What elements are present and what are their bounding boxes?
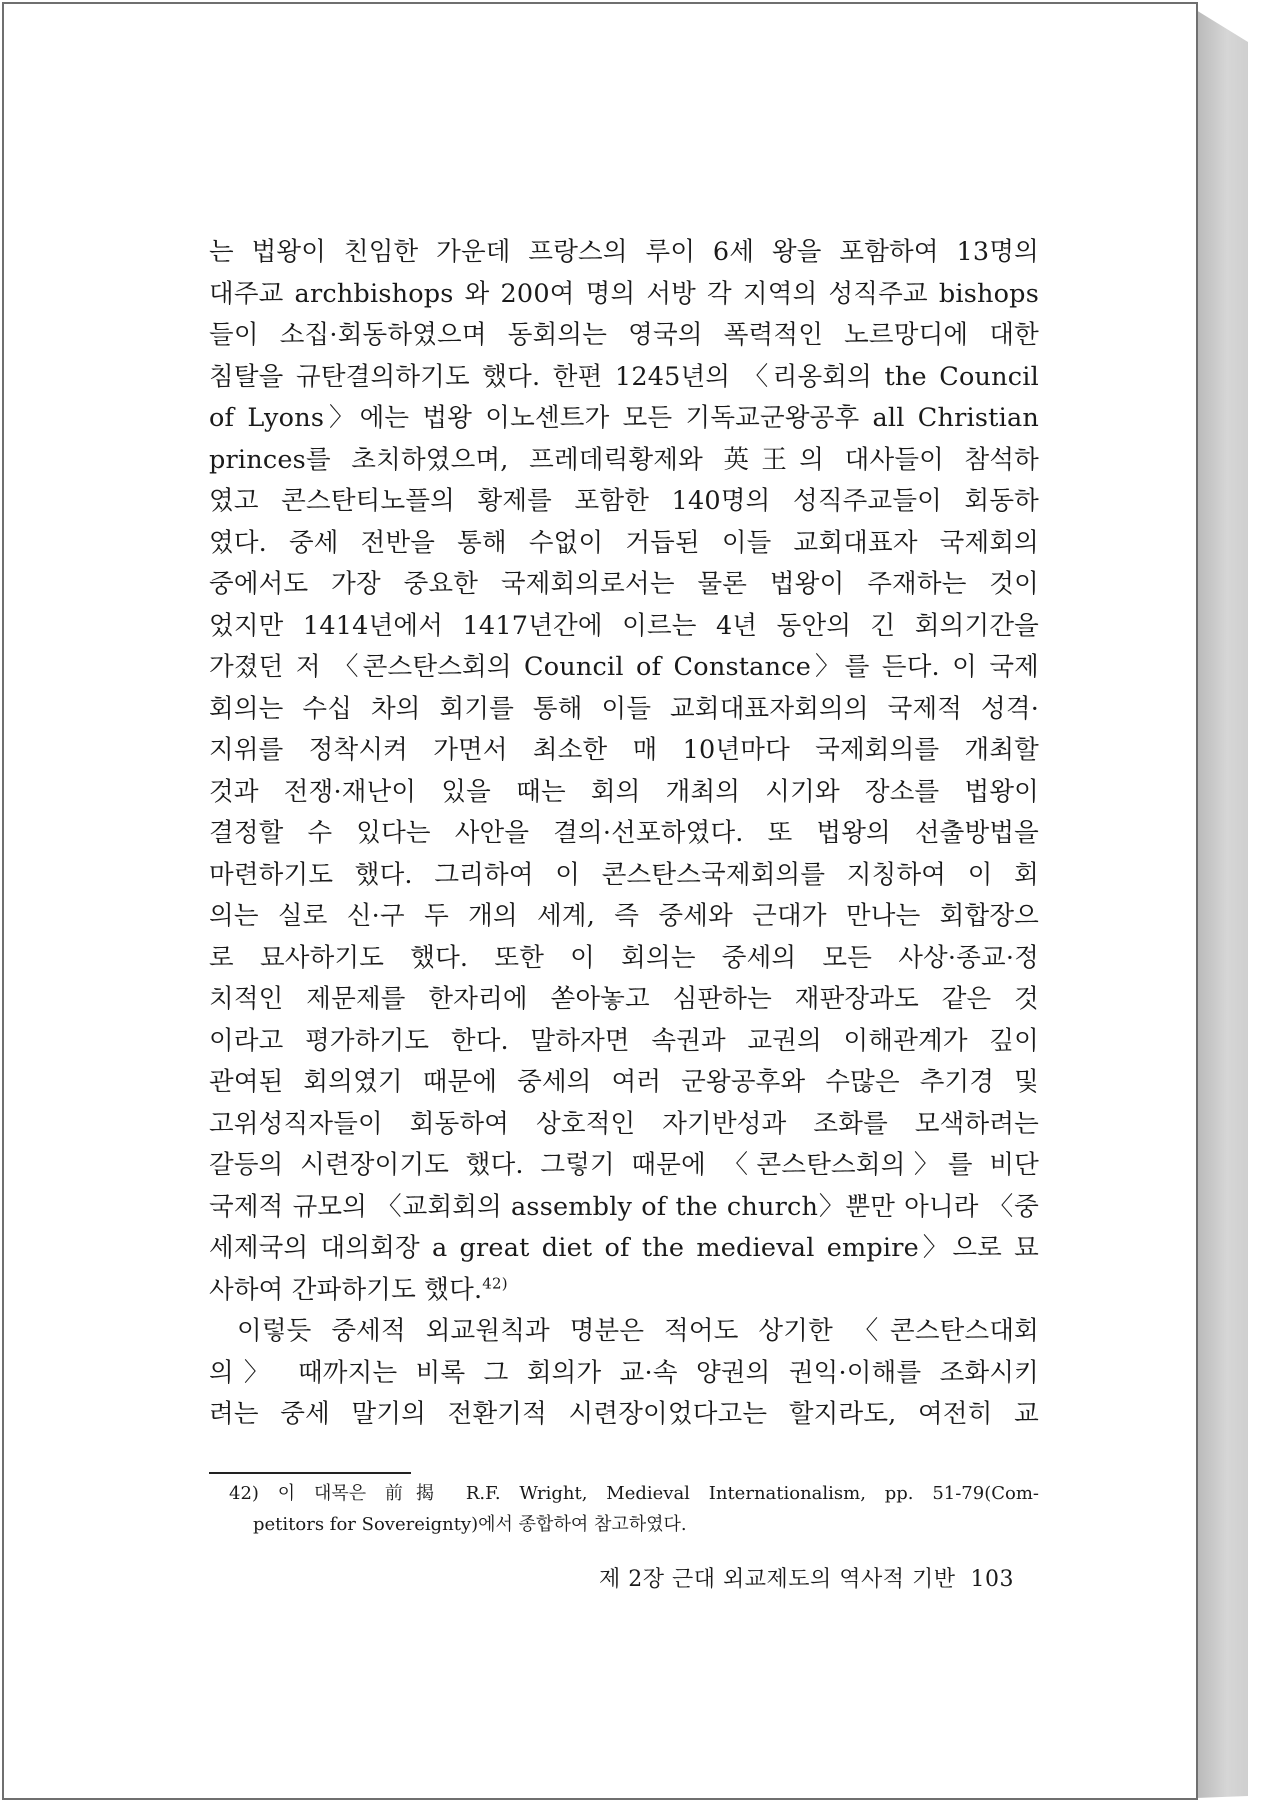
text-line: 침탈을 규탄결의하기도 했다. 한편 1245년의 〈리옹회의 the Council xyxy=(209,361,1039,392)
text-line-last xyxy=(209,1270,1039,1312)
text-line: 였다. 중세 전반을 통해 수없이 거듭된 이들 교회대표자 국제회의 xyxy=(209,527,1039,558)
text-line: 고위성직자들이 회동하여 상호적인 자기반성과 조화를 모색하려는 xyxy=(209,1108,1039,1139)
text-line: 이라고 평가하기도 한다. 말하자면 속권과 교권의 이해관계가 깊이 xyxy=(209,1025,1039,1056)
text-line: 의는 실로 신·구 두 개의 세계, 즉 중세와 근대가 만나는 회합장으 xyxy=(209,901,1039,931)
text-line: 대주교 archbishops 와 200여 명의 서방 각 지역의 성직주교 bishops xyxy=(209,278,1039,309)
text-line: princes를 초치하였으며, 프레데릭황제와 英王의 대사들이 참석하 xyxy=(209,444,1039,475)
text-line: 갈등의 시련장이기도 했다. 그렇기 때문에 〈콘스탄스회의〉를 비단 xyxy=(209,1150,1039,1180)
footnote-divider xyxy=(209,1472,411,1474)
text-line: 결정할 수 있다는 사안을 결의·선포하였다. 또 법왕의 선출방법을 xyxy=(209,818,1039,848)
text-line: 국제적 규모의 〈교회회의 assembly of the church〉뿐만 아니라 〈중 xyxy=(209,1191,1039,1222)
paragraph-1 xyxy=(209,232,1039,1311)
text-line: 것과 전쟁·재난이 있을 때는 회의 개최의 시기와 장소를 법왕이 xyxy=(209,776,1039,807)
text-line: 이렇듯 중세적 외교원칙과 명분은 적어도 상기한 〈콘스탄스대회 xyxy=(237,1316,1039,1346)
text-line: 관여된 회의였기 때문에 중세의 여러 군왕공후와 수많은 추기경 및 xyxy=(209,1067,1039,1097)
footnote-number: 42) xyxy=(229,1483,259,1504)
chapter-title: 제 2장 근대 외교제도의 역사적 기반 xyxy=(599,1567,956,1592)
text-line-content: 사하여 간파하기도 했다. xyxy=(209,1274,483,1305)
text-line: 의〉 때까지는 비록 그 회의가 교·속 양권의 권익·이해를 조화시키 xyxy=(209,1357,1039,1388)
footnotes xyxy=(229,1478,1039,1540)
footnote-reference[interactable]: 42) xyxy=(482,1274,508,1292)
page-number: 103 xyxy=(970,1567,1014,1592)
document-page xyxy=(2,2,1198,1800)
text-line: 회의는 수십 차의 회기를 통해 이들 교회대표자회의의 국제적 성격· xyxy=(209,693,1039,724)
text-line: 는 법왕이 친임한 가운데 프랑스의 루이 6세 왕을 포함하여 13명의 xyxy=(209,237,1039,267)
text-line: 었지만 1414년에서 1417년간에 이르는 4년 동안의 긴 회의기간을 xyxy=(209,610,1039,641)
text-line: 세제국의 대의회장 a great diet of the medieval empire〉으로 묘 xyxy=(209,1233,1039,1263)
text-line: 들이 소집·회동하였으며 동회의는 영국의 폭력적인 노르망디에 대한 xyxy=(209,320,1039,350)
book-page-edge xyxy=(1196,8,1248,1798)
running-footer xyxy=(544,1565,1014,1595)
text-line: 마련하기도 했다. 그리하여 이 콘스탄스국제회의를 지칭하여 이 회 xyxy=(209,859,1039,890)
footnote-continuation: petitors for Sovereignty)에서 종합하여 참고하였다. xyxy=(253,1514,687,1535)
text-line: 지위를 정착시켜 가면서 최소한 매 10년마다 국제회의를 개최할 xyxy=(209,735,1039,765)
main-text xyxy=(209,232,1039,1436)
text-line: 치적인 제문제를 한자리에 쏟아놓고 심판하는 재판장과도 같은 것 xyxy=(209,984,1039,1014)
text-line: 중에서도 가장 중요한 국제회의로서는 물론 법왕이 주재하는 것이 xyxy=(209,569,1039,599)
paragraph-2 xyxy=(209,1311,1039,1436)
text-line: 로 묘사하기도 했다. 또한 이 회의는 중세의 모든 사상·종교·정 xyxy=(209,942,1039,973)
footnote-line xyxy=(229,1478,1039,1509)
text-line: 였고 콘스탄티노플의 황제를 포함한 140명의 성직주교들이 회동하 xyxy=(209,486,1039,516)
text-line: 가졌던 저 〈콘스탄스회의 Council of Constance〉를 든다. 이 국제 xyxy=(209,652,1039,682)
text-line: of Lyons〉에는 법왕 이노센트가 모든 기독교군왕공후 all Christian xyxy=(209,403,1039,433)
footnote-text: 이 대목은 前揭 R.F. Wright, Medieval Internationalism, pp. 51-79(Com- xyxy=(277,1483,1039,1504)
text-line: 려는 중세 말기의 전환기적 시련장이었다고는 할지라도, 여전히 교 xyxy=(209,1399,1039,1429)
